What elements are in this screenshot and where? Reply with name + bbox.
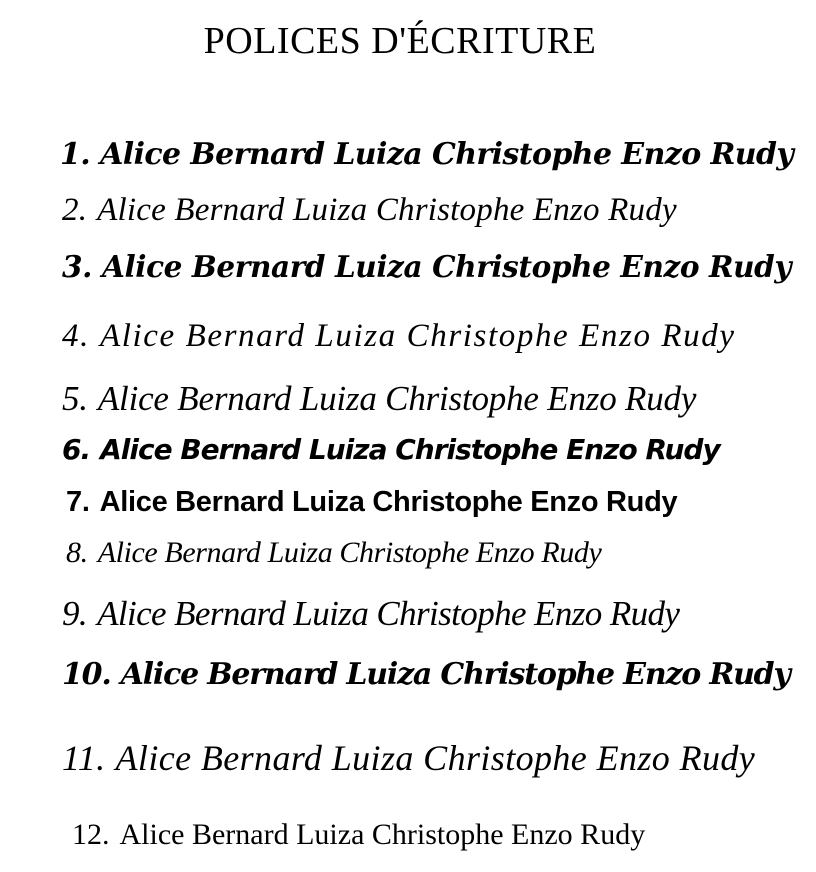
sample-text: Alice Bernard Luiza Christophe Enzo Rudy (100, 137, 794, 172)
font-sample-6 (62, 433, 720, 466)
sample-number: 8. (66, 536, 88, 569)
sample-number: 9. (62, 594, 88, 633)
sample-number: 4. (62, 318, 90, 354)
font-sample-12 (72, 820, 645, 850)
font-sample-1 (60, 137, 794, 172)
sample-number: 11. (62, 738, 106, 778)
sample-text: Alice Bernard Luiza Christophe Enzo Rudy (97, 536, 602, 569)
font-sample-11 (62, 740, 755, 776)
font-sample-9 (62, 596, 679, 631)
sample-number: 3. (62, 249, 92, 284)
font-sample-4 (62, 320, 736, 353)
font-sample-7 (66, 488, 677, 517)
sample-text: Alice Bernard Luiza Christophe Enzo Rudy (97, 379, 697, 418)
font-sample-2 (62, 194, 677, 227)
sample-number: 6. (62, 433, 91, 466)
sample-number: 2. (62, 192, 88, 228)
sample-text: Alice Bernard Luiza Christophe Enzo Rudy (99, 486, 678, 518)
sample-number: 5. (62, 379, 88, 418)
sample-text: Alice Bernard Luiza Christophe Enzo Rudy (102, 249, 792, 284)
font-sample-3 (62, 249, 792, 284)
sample-text: Alice Bernard Luiza Christophe Enzo Rudy (119, 818, 646, 851)
sample-number: 7. (66, 486, 90, 518)
sample-number: 12. (72, 818, 110, 851)
font-sample-5 (62, 381, 696, 416)
sample-text: Alice Bernard Luiza Christophe Enzo Rudy (97, 192, 677, 228)
font-sample-8 (66, 538, 601, 568)
sample-text: Alice Bernard Luiza Christophe Enzo Rudy (97, 594, 680, 633)
page-title: POLICES D'ÉCRITURE (203, 20, 597, 62)
sample-text: Alice Bernard Luiza Christophe Enzo Rudy (100, 433, 720, 466)
sample-number: 1. (60, 137, 91, 172)
font-sample-10 (62, 657, 790, 692)
sample-text: Alice Bernard Luiza Christophe Enzo Rudy (115, 738, 756, 778)
sample-text: Alice Bernard Luiza Christophe Enzo Rudy (99, 318, 736, 354)
sample-number: 10. (62, 657, 111, 692)
sample-text: Alice Bernard Luiza Christophe Enzo Rudy (120, 657, 790, 692)
